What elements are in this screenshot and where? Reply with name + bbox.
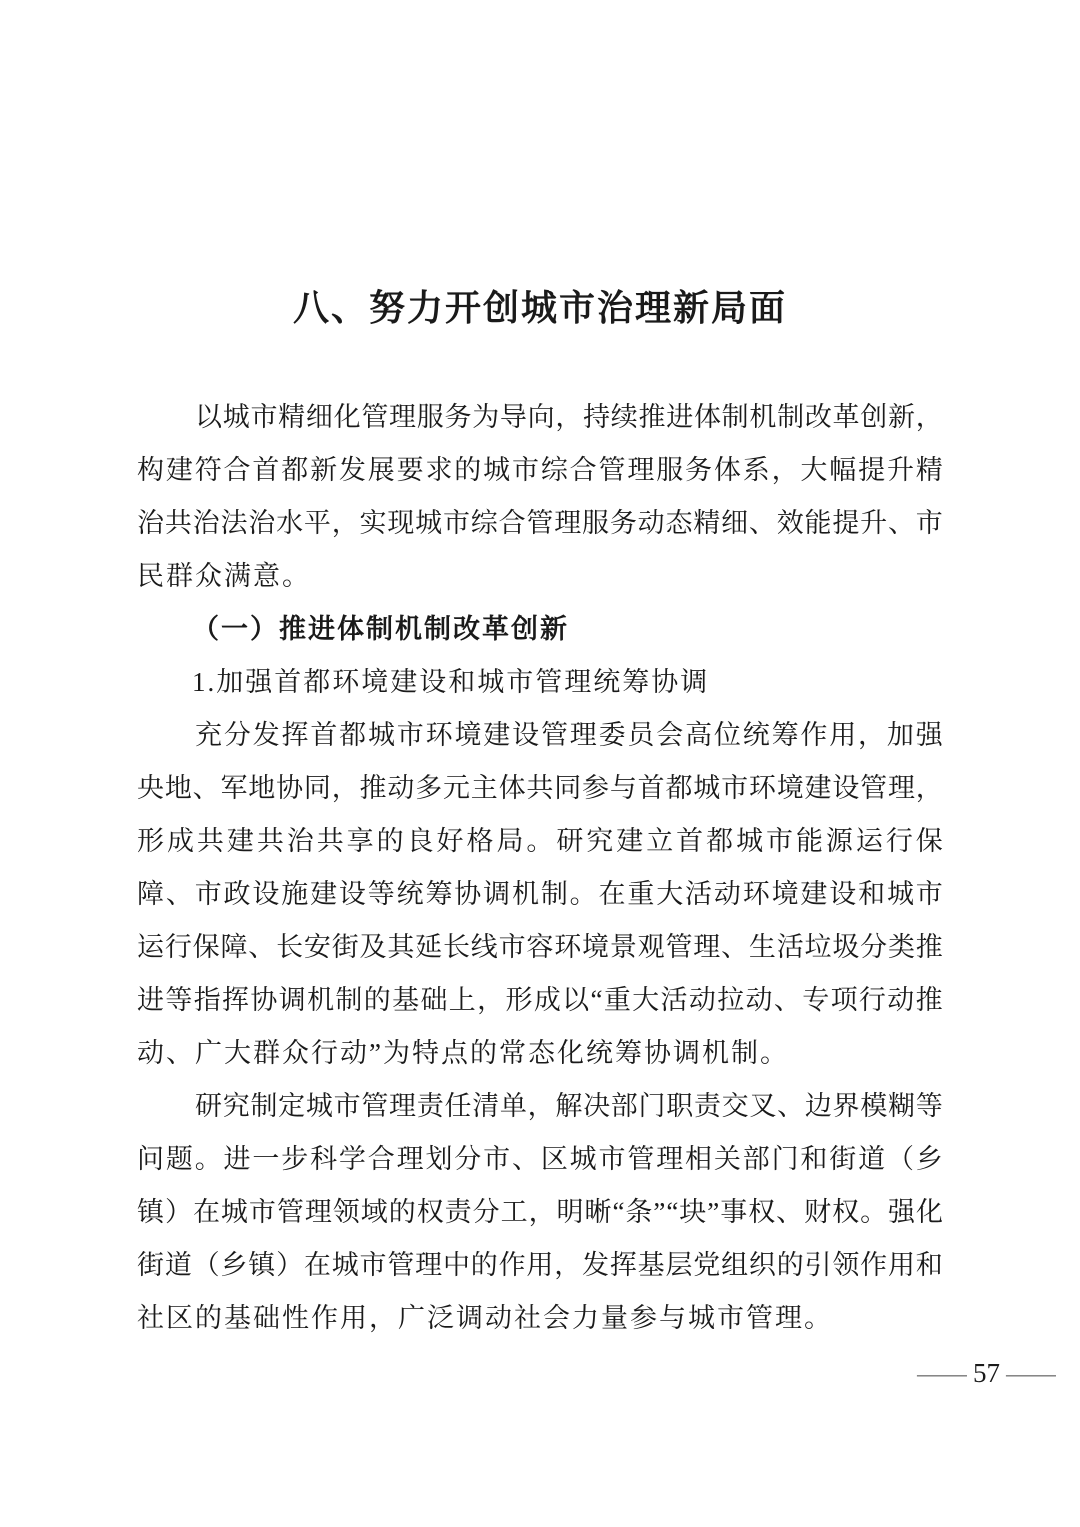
page-number-dash-left: — <box>917 1359 967 1388</box>
page-number-value: 57 <box>973 1358 1000 1388</box>
text-line: 充 分 发 挥 首 都 城 市 环 境 建 设 管 理 委 员 会 高 位 统 筹 作 用 ， 加 强 <box>195 720 943 750</box>
document-title: 八、努力开创城市治理新局面 <box>292 288 787 328</box>
text-line: （一）推进体制机制改革创新 <box>192 614 569 644</box>
text-line: 街 道 （ 乡 镇 ） 在 城 市 管 理 中 的 作 用 ， 发 挥 基 层 党 组 织 的 引 领 作 用 和 <box>137 1250 943 1280</box>
text-line: 以 城 市 精 细 化 管 理 服 务 为 导 向 ， 持 续 推 进 体 制 机 制 改 革 创 新 ， <box>195 402 943 432</box>
section-heading <box>137 656 943 709</box>
text-line: 形 成 共 建 共 治 共 享 的 良 好 格 局 。 研 究 建 立 首 都 城 市 能 源 运 行 保 <box>137 826 943 856</box>
page-number-dash-right: — <box>1006 1359 1056 1388</box>
text-line: 治 共 治 法 治 水 平 ， 实 现 城 市 综 合 管 理 服 务 动 态 精 细 、 效 能 提 升 、 市 <box>137 508 943 538</box>
text-line: 进 等 指 挥 协 调 机 制 的 基 础 上 ， 形 成 以 “ 重 大 活 动 拉 动 、 专 项 行 动 推 <box>137 985 943 1015</box>
paragraph <box>137 391 943 603</box>
paragraph <box>137 1080 943 1345</box>
text-line: 1.加强首都环境建设和城市管理统筹协调 <box>192 667 710 697</box>
section-heading <box>137 603 943 656</box>
text-line: 镇 ） 在 城 市 管 理 领 域 的 权 责 分 工 ， 明 晰 “ 条 ” “ 块 ” 事 权 、 财 权 。 强 化 <box>137 1197 943 1227</box>
page-number <box>0 1347 1080 1400</box>
text-line: 民群众满意。 <box>137 561 311 591</box>
paragraph <box>137 709 943 1080</box>
text-line: 央 地 、 军 地 协 同 ， 推 动 多 元 主 体 共 同 参 与 首 都 城 市 环 境 建 设 管 理 ， <box>137 773 943 803</box>
text-line: 运 行 保 障 、 长 安 街 及 其 延 长 线 市 容 环 境 景 观 管 理 、 生 活 垃 圾 分 类 推 <box>137 932 943 962</box>
text-line: 问 题 。 进 一 步 科 学 合 理 划 分 市 、 区 城 市 管 理 相 关 部 门 和 街 道 （ 乡 <box>137 1144 943 1174</box>
text-line: 障 、 市 政 设 施 建 设 等 统 筹 协 调 机 制 。 在 重 大 活 动 环 境 建 设 和 城 市 <box>137 879 943 909</box>
text-line: 构 建 符 合 首 都 新 发 展 要 求 的 城 市 综 合 管 理 服 务 体 系 ， 大 幅 提 升 精 <box>137 455 943 485</box>
document-body <box>137 391 943 1345</box>
text-line: 社区的基础性作用，广泛调动社会力量参与城市管理。 <box>137 1303 833 1333</box>
text-line: 研 究 制 定 城 市 管 理 责 任 清 单 ， 解 决 部 门 职 责 交 叉 、 边 界 模 糊 等 <box>195 1091 943 1121</box>
text-line: 动、广大群众行动”为特点的常态化统筹协调机制。 <box>137 1038 789 1068</box>
